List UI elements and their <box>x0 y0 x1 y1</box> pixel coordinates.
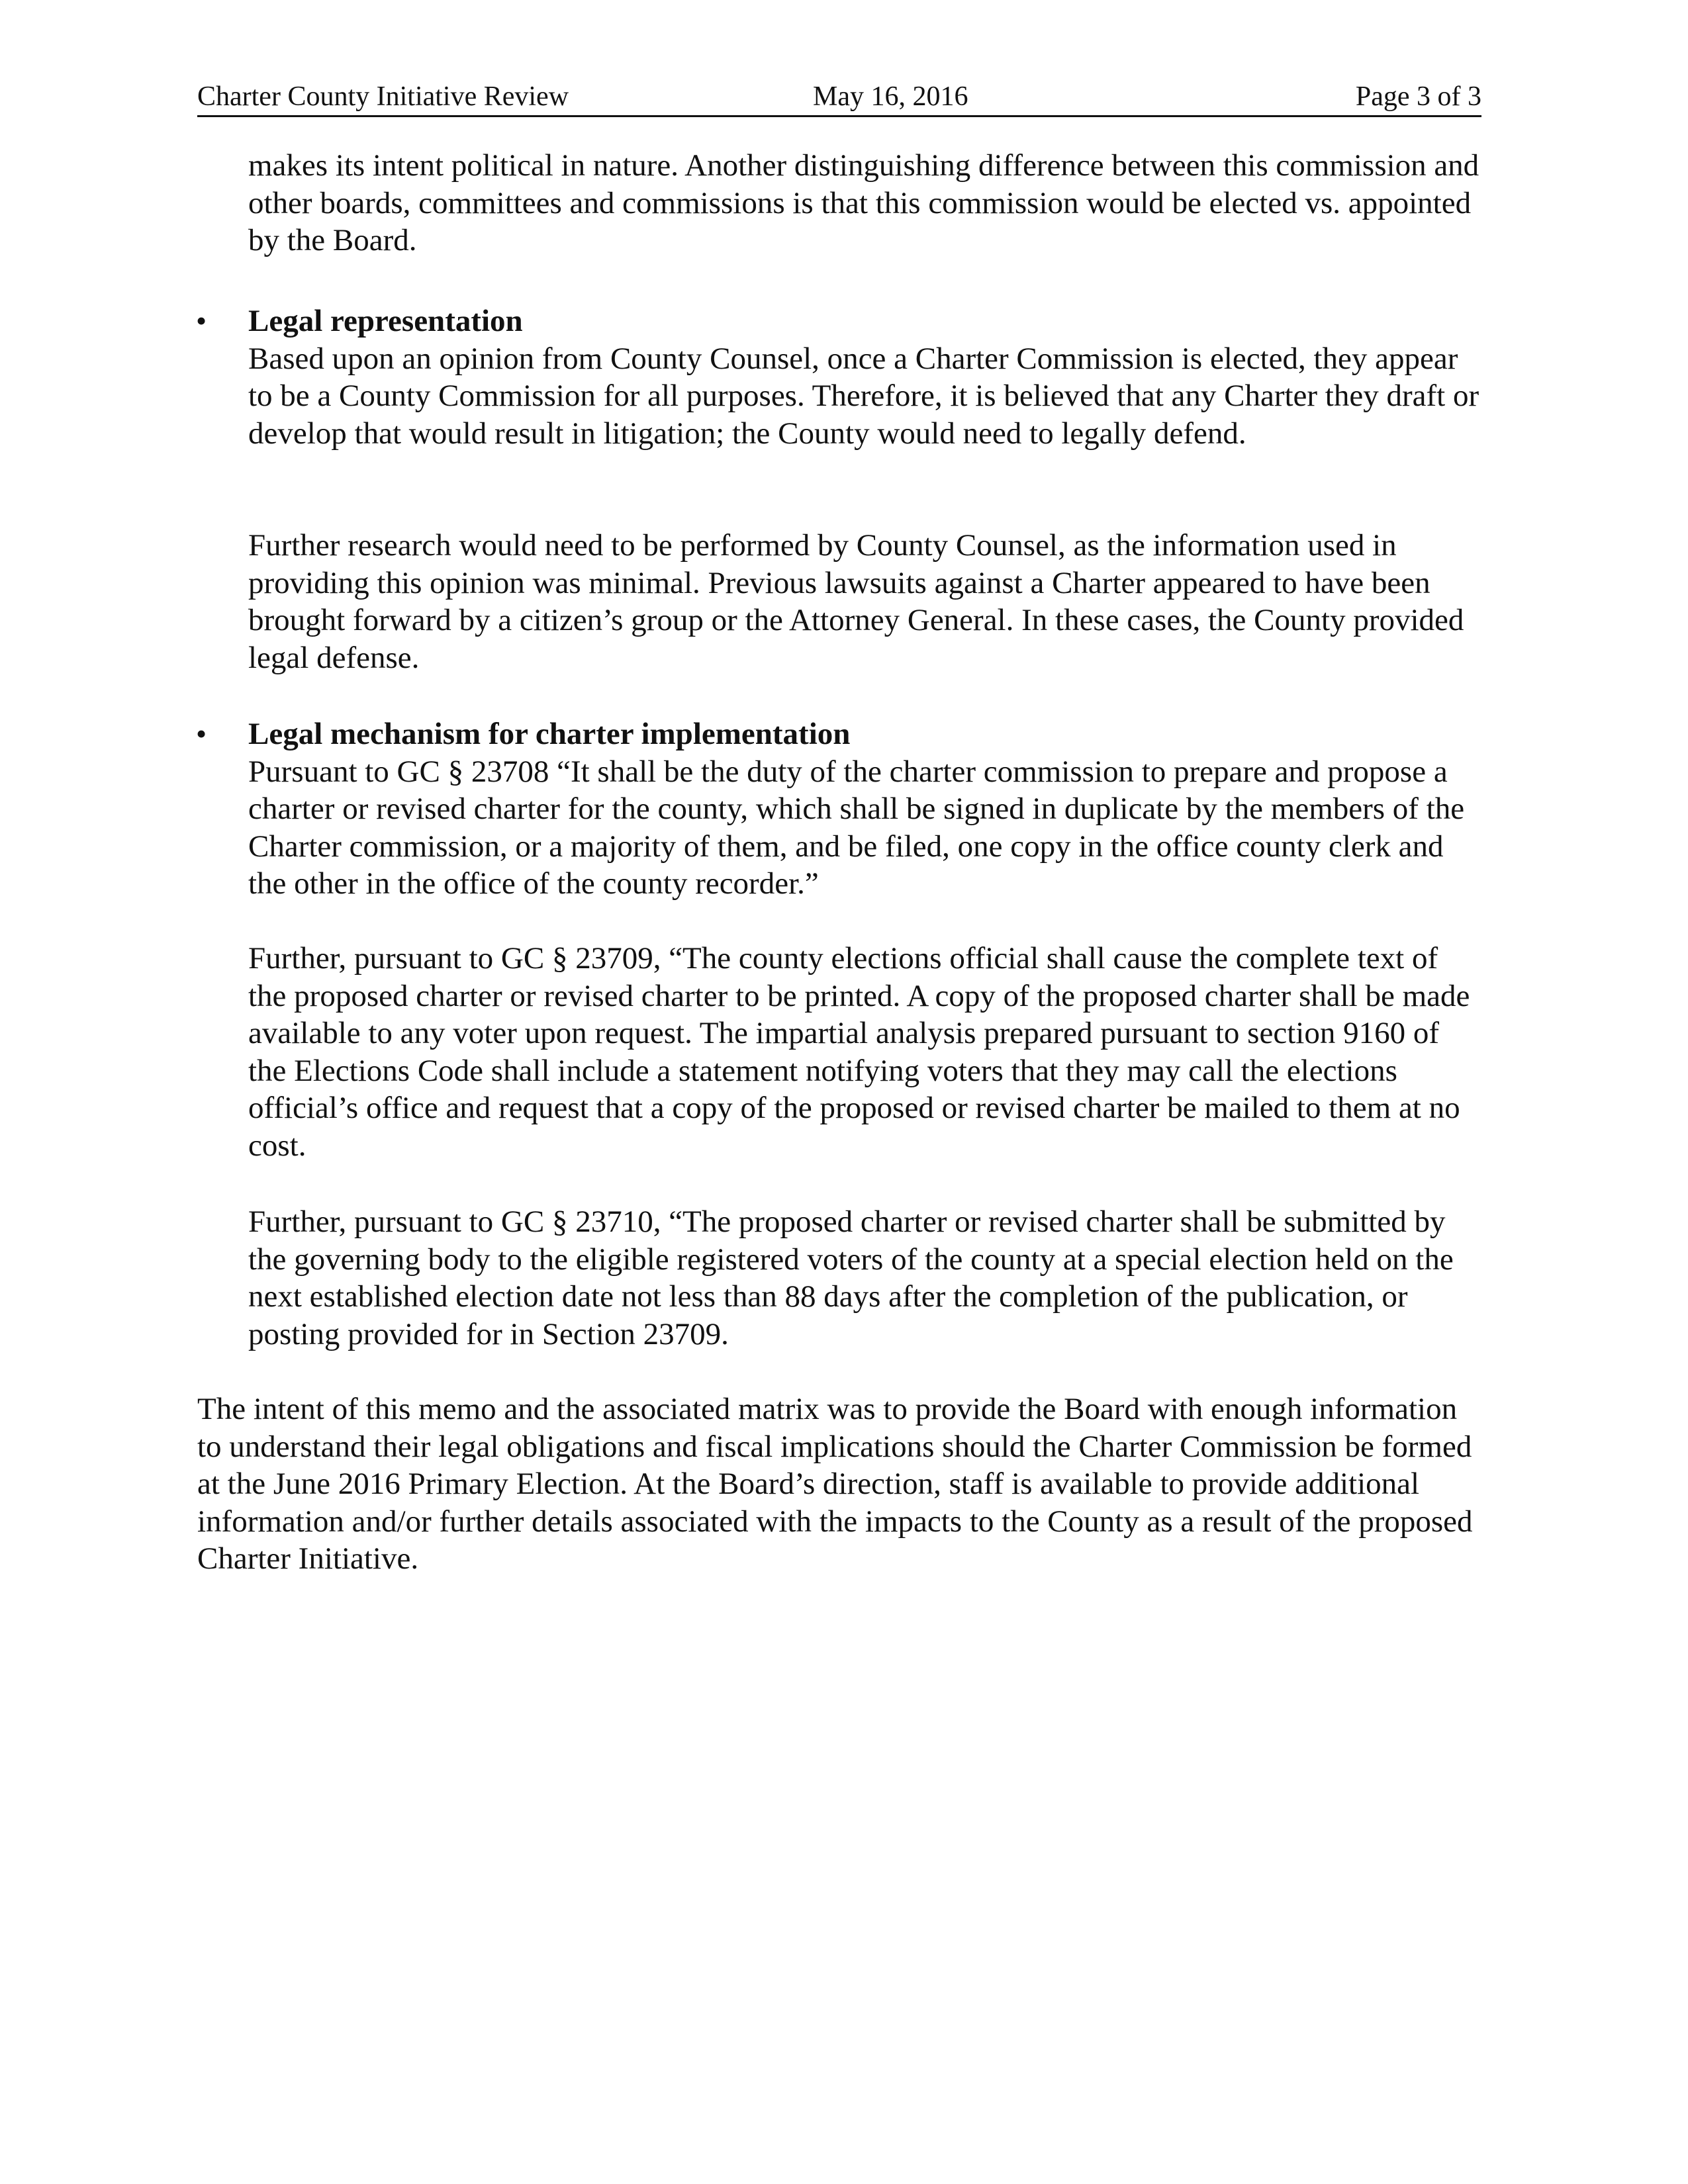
section-paragraph: Pursuant to GC § 23708 “It shall be the duty of the charter commission to prepare and propose a charter or revised charter for the county, which shall be signed in duplicate by the members of the Charter commission, or a majority of them, and be filed, one copy in the office county clerk and the other in the office of the county recorder.” <box>248 754 1465 901</box>
section-paragraph: Further, pursuant to GC § 23709, “The county elections official shall cause the complete text of the proposed charter or revised charter to be printed. A copy of the proposed charter shall be made available to any voter upon request. The impartial analysis prepared pursuant to section 9160 of the Elections Code shall include a statement notifying voters that they may call the elections official’s office and request that a copy of the proposed or revised charter be mailed to them at no cost. <box>248 941 1470 1163</box>
header-title: Charter County Initiative Review <box>197 81 569 112</box>
bullet-legal-representation: • <box>196 304 207 338</box>
intro-paragraph: makes its intent political in nature. Another distinguishing difference between this commission and other boards, committees and commissions is that this commission would be elected vs. appointed by the Board. <box>248 148 1479 257</box>
section-heading: Legal mechanism for charter implementation <box>248 717 851 751</box>
section-paragraph: Based upon an opinion from County Counsel, once a Charter Commission is elected, they appear to be a County Commission for all purposes. Therefore, it is believed that any Charter they draft or develop that would result in litigation; the County would need to legally defend. <box>248 341 1479 451</box>
section-paragraph: Further, pursuant to GC § 23710, “The proposed charter or revised charter shall be submitted by the governing body to the eligible registered voters of the county at a special election held on the next established election date not less than 88 days after the completion of the publication, or posting provided for in Section 23709. <box>248 1205 1454 1351</box>
header-date: May 16, 2016 <box>813 81 968 112</box>
section-legal-mechanism <box>248 715 1479 903</box>
closing-paragraph: The intent of this memo and the associated matrix was to provide the Board with enough information to understand their legal obligations and fiscal implications should the Charter Commission be formed at the June 2016 Primary Election. At the Board’s direction, staff is available to provide additional information and/or further details associated with the impacts to the County as a result of the proposed Charter Initiative. <box>197 1392 1473 1576</box>
section-legal-representation <box>248 302 1479 452</box>
section-paragraph: Further research would need to be performed by County Counsel, as the information used in providing this opinion was minimal. Previous lawsuits against a Charter appeared to have been brought forward by a citizen’s group or the Attorney General. In these cases, the County provided legal defense. <box>248 528 1464 675</box>
section-heading: Legal representation <box>248 304 523 338</box>
header-page-number: Page 3 of 3 <box>1355 81 1481 112</box>
page-header <box>197 78 1481 117</box>
bullet-legal-mechanism: • <box>196 717 207 751</box>
